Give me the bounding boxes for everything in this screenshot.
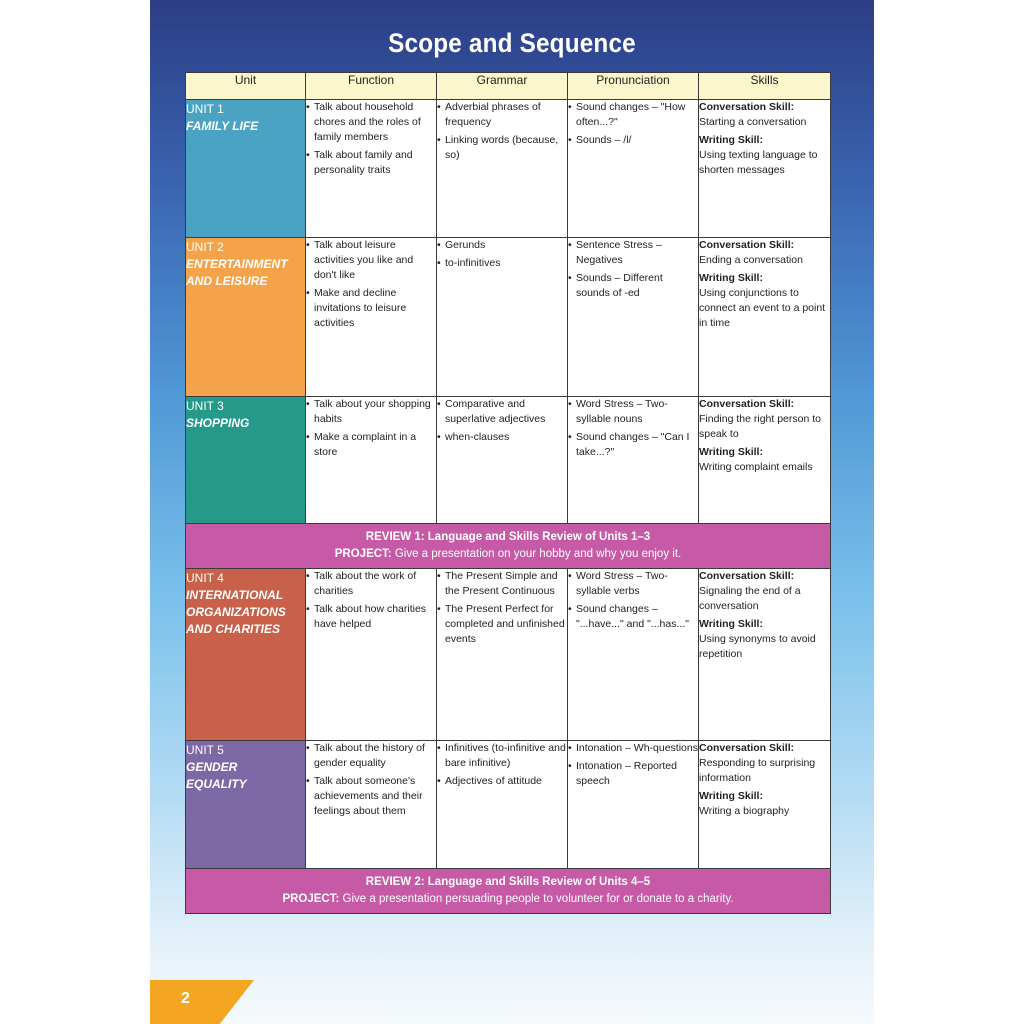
unit-title-line: EQUALITY [186, 777, 247, 791]
function-cell [306, 569, 437, 741]
review-project [190, 891, 826, 908]
scope-table [185, 72, 831, 914]
unit-number: UNIT 5 [186, 743, 224, 757]
unit-number: UNIT 3 [186, 399, 224, 413]
unit-title-line: ENTERTAINMENT [186, 257, 288, 271]
function-item: • Talk about how charities have helped [306, 602, 436, 632]
pronunciation-item: • Word Stress – Two-syllable verbs [568, 569, 698, 599]
header-function: Function [306, 73, 437, 100]
grammar-cell [437, 100, 568, 238]
project-label: PROJECT: [282, 893, 340, 905]
function-cell [306, 100, 437, 238]
unit-row-1 [186, 100, 831, 238]
skill-value: Using texting language to shorten messages [699, 149, 818, 176]
unit-number: UNIT 4 [186, 571, 224, 585]
skill-value: Using synonyms to avoid repetition [699, 633, 816, 660]
function-item: • Talk about household chores and the roles of family members [306, 100, 436, 145]
function-item: • Make and decline invitations to leisure activities [306, 286, 436, 331]
skill-value: Ending a conversation [699, 254, 803, 266]
pronunciation-item: • Word Stress – Two-syllable nouns [568, 397, 698, 427]
skills-cell [699, 569, 831, 741]
skills-cell [699, 397, 831, 524]
pronunciation-cell [568, 100, 699, 238]
pronunciation-item: • Sounds – Different sounds of -ed [568, 271, 698, 301]
review-row-1 [186, 524, 831, 569]
unit-row-2 [186, 238, 831, 397]
skills-cell [699, 238, 831, 397]
skills-cell [699, 741, 831, 869]
unit-cell-3 [186, 397, 306, 524]
skill-value: Writing complaint emails [699, 461, 813, 473]
grammar-cell [437, 397, 568, 524]
grammar-item: • Adverbial phrases of frequency [437, 100, 567, 130]
function-item: • Talk about the history of gender equality [306, 741, 436, 771]
function-item: • Talk about leisure activities you like and don't like [306, 238, 436, 283]
grammar-item: • Linking words (because, so) [437, 133, 567, 163]
unit-title-line: AND LEISURE [186, 274, 268, 288]
skill-value: Starting a conversation [699, 116, 807, 128]
pronunciation-item: • Sound changes – "How often...?" [568, 100, 698, 130]
unit-cell-1 [186, 100, 306, 238]
grammar-item: • Gerunds [437, 238, 567, 253]
header-skills: Skills [699, 73, 831, 100]
unit-title-line: AND CHARITIES [186, 622, 281, 636]
unit-number: UNIT 1 [186, 102, 224, 116]
function-item: • Talk about family and personality traits [306, 148, 436, 178]
pronunciation-cell [568, 741, 699, 869]
unit-cell-2 [186, 238, 306, 397]
header-grammar: Grammar [437, 73, 568, 100]
unit-title-line: FAMILY LIFE [186, 119, 259, 133]
unit-title-line: GENDER [186, 760, 238, 774]
skill-label: Conversation Skill: [699, 570, 795, 582]
page-title: Scope and Sequence [388, 28, 636, 58]
grammar-item: • to-infinitives [437, 256, 567, 271]
pronunciation-item: • Sound changes – "...have..." and "...has..." [568, 602, 698, 632]
skill-label: Conversation Skill: [699, 398, 795, 410]
page-number: 2 [181, 990, 190, 1007]
skill-label: Writing Skill: [699, 446, 763, 458]
pronunciation-item: • Sound changes – "Can I take...?" [568, 430, 698, 460]
header-row [186, 73, 831, 100]
skill-label: Conversation Skill: [699, 742, 795, 754]
pronunciation-item: • Sentence Stress – Negatives [568, 238, 698, 268]
unit-row-4 [186, 569, 831, 741]
header-unit: Unit [186, 73, 306, 100]
project-text: Give a presentation persuading people to volunteer for or donate to a charity. [339, 893, 734, 905]
skill-label: Writing Skill: [699, 134, 763, 146]
grammar-cell [437, 569, 568, 741]
review-title: REVIEW 1: Language and Skills Review of Units 1–3 [365, 531, 651, 543]
grammar-item: • Adjectives of attitude [437, 774, 567, 789]
skill-label: Writing Skill: [699, 790, 763, 802]
unit-cell-4 [186, 569, 306, 741]
unit-cell-5 [186, 741, 306, 869]
unit-number: UNIT 2 [186, 240, 224, 254]
pronunciation-cell [568, 397, 699, 524]
function-cell [306, 397, 437, 524]
header-pronunciation: Pronunciation [568, 73, 699, 100]
page-background [150, 0, 874, 1024]
skill-label: Conversation Skill: [699, 239, 795, 251]
pronunciation-item: • Intonation – Reported speech [568, 759, 698, 789]
skill-label: Conversation Skill: [699, 101, 795, 113]
function-item: • Make a complaint in a store [306, 430, 436, 460]
project-text: Give a presentation on your hobby and why you enjoy it. [391, 548, 682, 560]
grammar-cell [437, 741, 568, 869]
unit-title-line: ORGANIZATIONS [186, 605, 286, 619]
review-project [190, 546, 826, 563]
unit-row-3 [186, 397, 831, 524]
pronunciation-cell [568, 238, 699, 397]
skill-label: Writing Skill: [699, 272, 763, 284]
skill-value: Using conjunctions to connect an event to a point in time [699, 287, 826, 329]
function-cell [306, 741, 437, 869]
function-item: • Talk about the work of charities [306, 569, 436, 599]
pronunciation-item: • Intonation – Wh-questions [568, 741, 698, 756]
skills-cell [699, 100, 831, 238]
unit-title-line: SHOPPING [186, 416, 250, 430]
review-cell [186, 524, 831, 569]
function-item: • Talk about your shopping habits [306, 397, 436, 427]
grammar-item: • Comparative and superlative adjectives [437, 397, 567, 427]
project-label: PROJECT: [334, 548, 392, 560]
pronunciation-item: • Sounds – /l/ [568, 133, 698, 148]
grammar-item: • The Present Simple and the Present Continuous [437, 569, 567, 599]
grammar-item: • Infinitives (to-infinitive and bare infinitive) [437, 741, 567, 771]
unit-title-line: INTERNATIONAL [186, 588, 284, 602]
skill-label: Writing Skill: [699, 618, 763, 630]
unit-row-5 [186, 741, 831, 869]
review-cell [186, 869, 831, 914]
review-row-2 [186, 869, 831, 914]
grammar-item: • when-clauses [437, 430, 567, 445]
skill-value: Finding the right person to speak to [699, 413, 821, 440]
function-cell [306, 238, 437, 397]
grammar-item: • The Present Perfect for completed and unfinished events [437, 602, 567, 647]
skill-value: Writing a biography [699, 805, 790, 817]
skill-value: Signaling the end of a conversation [699, 585, 801, 612]
grammar-cell [437, 238, 568, 397]
function-item: • Talk about someone's achievements and their feelings about them [306, 774, 436, 819]
review-title: REVIEW 2: Language and Skills Review of Units 4–5 [365, 876, 651, 888]
skill-value: Responding to surprising information [699, 757, 816, 784]
pronunciation-cell [568, 569, 699, 741]
